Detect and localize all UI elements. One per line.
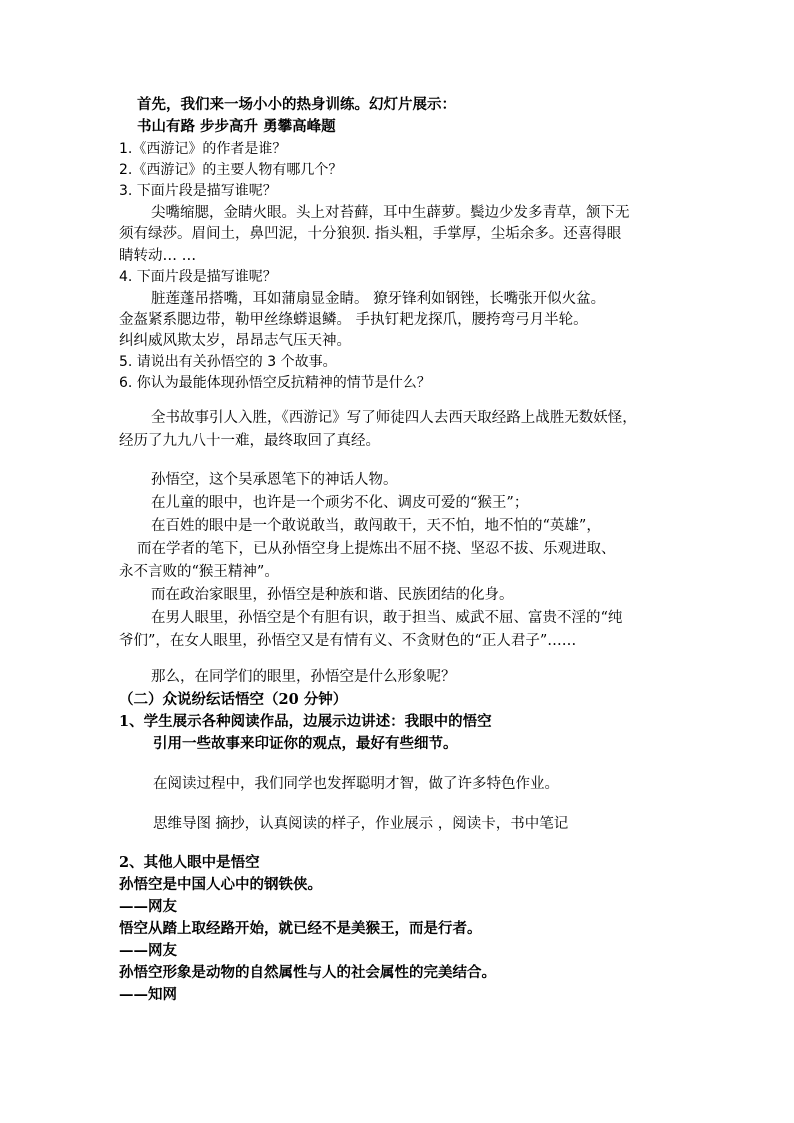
views-line-3: 在百姓的眼中是一个敢说敢当，敢闯敢干，天不怕，地不怕的“英雄”， — [151, 518, 601, 534]
views-line-7: 在男人眼里，孙悟空是个有胆有识，敢于担当、威武不屈、富贵不淫的“纯 — [151, 610, 623, 626]
warmup-line: 首先，我们来一场小小的热身训练。幻灯片展示： — [137, 96, 456, 113]
class-question: 那么，在同学们的眼里，孙悟空是什么形象呢？ — [151, 669, 456, 685]
excerpt3-line-2: 须有绿莎。眉间土，鼻凹泥，十分狼狈. 指头粗，手掌厚，尘垢余多。还喜得眼 — [119, 226, 622, 242]
section2-heading: （二）众说纷纭话悟空（20 分钟） — [119, 691, 348, 708]
quote-1-source: ——网友 — [119, 898, 177, 915]
question-4: 4. 下面片段是描写谁呢？ — [119, 269, 277, 285]
summary-line-1: 全书故事引人入胜，《西游记》写了师徒四人去西天取经路上战胜无数妖怪， — [151, 410, 637, 426]
question-1: 1.《西游记》的作者是谁？ — [119, 141, 287, 157]
quote-1-text: 孙悟空是中国人心中的钢铁侠。 — [119, 876, 322, 893]
question-2: 2.《西游记》的主要人物有哪几个？ — [119, 162, 343, 178]
question-5: 5. 请说出有关孙悟空的 3 个故事。 — [119, 354, 337, 370]
summary-line-2: 经历了九九八十一难，最终取回了真经。 — [119, 433, 380, 449]
views-line-2: 在儿童的眼中，也许是一个顽劣不化、调皮可爱的“猴王”； — [151, 495, 529, 511]
excerpt3-line-3: 睛转动… … — [119, 248, 197, 264]
views-line-5: 永不言败的“猴王精神”。 — [119, 564, 279, 580]
excerpt3-line-1: 尖嘴缩腮，金睛火眼。头上对苔藓，耳中生薜萝。鬓边少发多青草，颔下无 — [151, 205, 630, 221]
quote-3-text: 孙悟空形象是动物的自然属性与人的社会属性的完美结合。 — [119, 964, 496, 981]
question-6: 6. 你认为最能体现孙悟空反抗精神的情节是什么？ — [119, 375, 431, 391]
item1-title: 1、学生展示各种阅读作品，边展示边讲述：我眼中的悟空 — [119, 713, 492, 730]
slides-line: 书山有路 步步高升 勇攀高峰题 — [137, 118, 336, 135]
views-line-6: 而在政治家眼里，孙悟空是种族和谐、民族团结的化身。 — [151, 587, 514, 603]
excerpt4-line-3: 纠纠威风欺太岁，昂昂志气压天神。 — [119, 333, 351, 349]
views-line-8: 爷们”，在女人眼里，孙悟空又是有情有义、不贪财色的“正人君子”…… — [119, 633, 577, 649]
item1-list: 思维导图 摘抄，认真阅读的样子，作业展示 ，阅读卡，书中笔记 — [153, 816, 569, 832]
excerpt4-line-2: 金盔紧系腮边带，勒甲丝绦蟒退鳞。 手执钉耙龙探爪，腰挎弯弓月半轮。 — [119, 312, 588, 328]
quote-2-source: ——网友 — [119, 942, 177, 959]
item2-title: 2、其他人眼中是悟空 — [119, 854, 260, 871]
views-line-4: 而在学者的笔下，已从孙悟空身上提炼出不屈不挠、坚忍不拔、乐观进取、 — [137, 541, 616, 557]
excerpt4-line-1: 脏莲蓬吊搭嘴，耳如蒲扇显金睛。 獠牙锋利如钢锉，长嘴张开似火盆。 — [151, 291, 606, 307]
quote-3-source: ——知网 — [119, 986, 177, 1003]
question-3: 3. 下面片段是描写谁呢？ — [119, 183, 277, 199]
quote-2-text: 悟空从踏上取经路开始，就已经不是美猴王，而是行者。 — [119, 920, 482, 937]
item1-note: 引用一些故事来印证你的观点，最好有些细节。 — [153, 735, 458, 752]
views-line-1: 孙悟空，这个吴承恩笔下的神话人物。 — [151, 472, 398, 488]
item1-paragraph: 在阅读过程中，我们同学也发挥聪明才智，做了许多特色作业。 — [153, 776, 559, 792]
